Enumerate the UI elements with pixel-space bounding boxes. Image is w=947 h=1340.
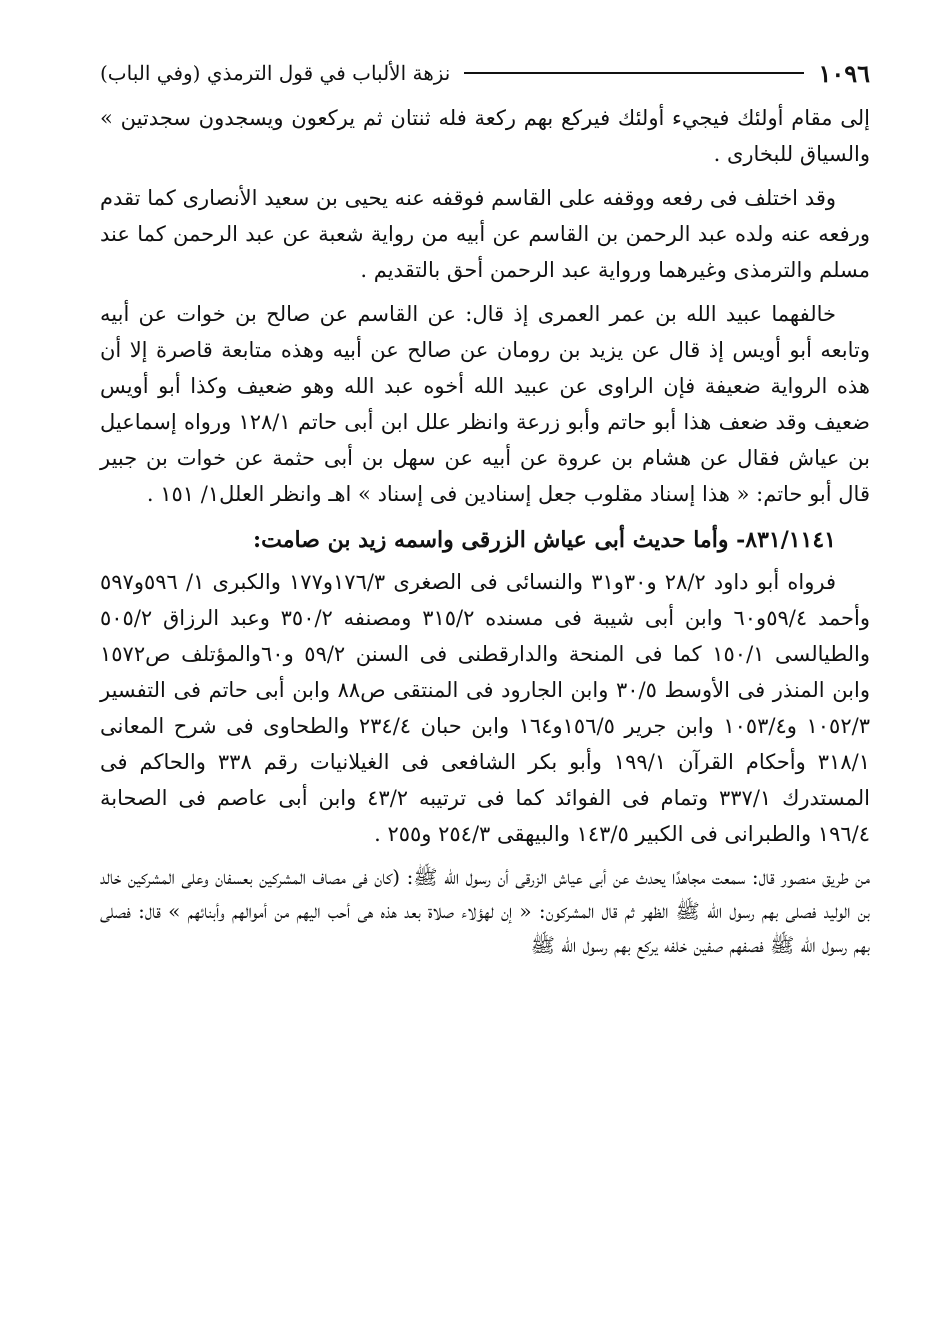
section-heading: ٨٣١/١١٤١- وأما حديث أبى عياش الزرقى واسمه زيد بن صامت: [253,527,836,553]
paragraph-continuation: إلى مقام أولئك فيجيء أولئك فيركع بهم ركعة فله ثنتان ثم يركعون ويسجدون سجدتين » والسياق للبخارى . [100,106,870,166]
paragraph-mukhalafa: خالفهما عبيد الله بن عمر العمرى إذ قال: عن القاسم عن صالح بن خوات عن أبيه وتابعه أبو أويس إذ قال عن يزيد بن رومان عن صالح عن أبيه وهذه متابعة قاصرة إلا أن هذه الرواية ضعيفة فإن الراوى عن عبيد الله أخوه عبد الله وهو ضعيف وكذا أبو أويس ضعيف وقد ضعف هذا أبو حاتم وأبو زرعة وانظر علل ابن أبى حاتم ١٢٨/١ ورواه إسماعيل بن عياش فقال عن هشام بن عروة عن أبيه عن سهل بن أبى حثمة عن خوات بن جبير قال أبو حاتم: « هذا إسناد مقلوب جعل إسنادين فى إسناد » اهـ وانظر العلل١/ ١٥١ . [100,302,870,506]
page-body [100,100,870,962]
paragraph-takhrij: فرواه أبو داود ٢٨/٢ و٣٠و٣١ والنسائى فى الصغرى ١٧٦/٣و١٧٧ والكبرى ١/ ٥٩٦و٥٩٧ وأحمد ٥٩/٤و٦٠ وابن أبى شيبة فى مسنده ٣١٥/٢ ومصنفه ٣٥٠/٢ وعبد الرزاق ٥٠٥/٢ والطيالسى ١٥٠/١ كما فى المنحة والدارقطنى فى السنن ٥٩/٢ و٦٠والمؤتلف ص١٥٧٢ وابن المنذر فى الأوسط ٣٠/٥ وابن الجارود فى المنتقى ص٨٨ وابن أبى حاتم فى التفسير ١٠٥٢/٣ و١٠٥٣/٤ وابن جرير ١٥٦/٥و١٦٤ وابن حبان ٢٣٤/٤ والطحاوى فى شرح المعانى ٣١٨/١ وأحكام القرآن ١٩٩/١ وأبو بكر الشافعى فى الغيلانيات رقم ٣٣٨ والحاكم فى المستدرك ٣٣٧/١ وتمام فى الفوائد كما فى ترتيبه ٤٣/٢ وابن أبى عاصم فى الصحابة ١٩٦/٤ والطبرانى فى الكبير ١٤٣/٥ والبيهقى ٢٥٤/٣ و٢٥٥ . [100,570,871,846]
hadith-quote: من طريق منصور قال: سمعت مجاهدًا يحدث عن أبى عياش الزرقى أن رسول الله ﷺ: (كان فى مصاف المشركين بعسفان وعلى المشركين خالد بن الوليد فصلى بهم رسول الله ﷺ الظهر ثم قال المشركون: « إن لهؤلاء صلاة بعد هذه هى أحب اليهم من أموالهم وأبنائهم » قال: فصلى بهم رسول الله ﷺ فصفهم صفين خلفه يركع بهم رسول الله ﷺ [100,865,870,957]
header-rule [464,72,804,74]
paragraph-ikhtilaf: وقد اختلف فى رفعه ووقفه على القاسم فوقفه عنه يحيى بن سعيد الأنصارى كما تقدم ورفعه عنه ولده عبد الرحمن بن القاسم عن أبيه من رواية شعبة عن عبد الرحمن كما عند مسلم والترمذى وغيرهما ورواية عبد الرحمن أحق بالتقديم . [100,186,870,282]
page-number: ١٠٩٦ [818,58,870,88]
running-title: نزهة الألباب في قول الترمذي (وفي الباب) [100,61,451,85]
running-header [100,56,870,90]
